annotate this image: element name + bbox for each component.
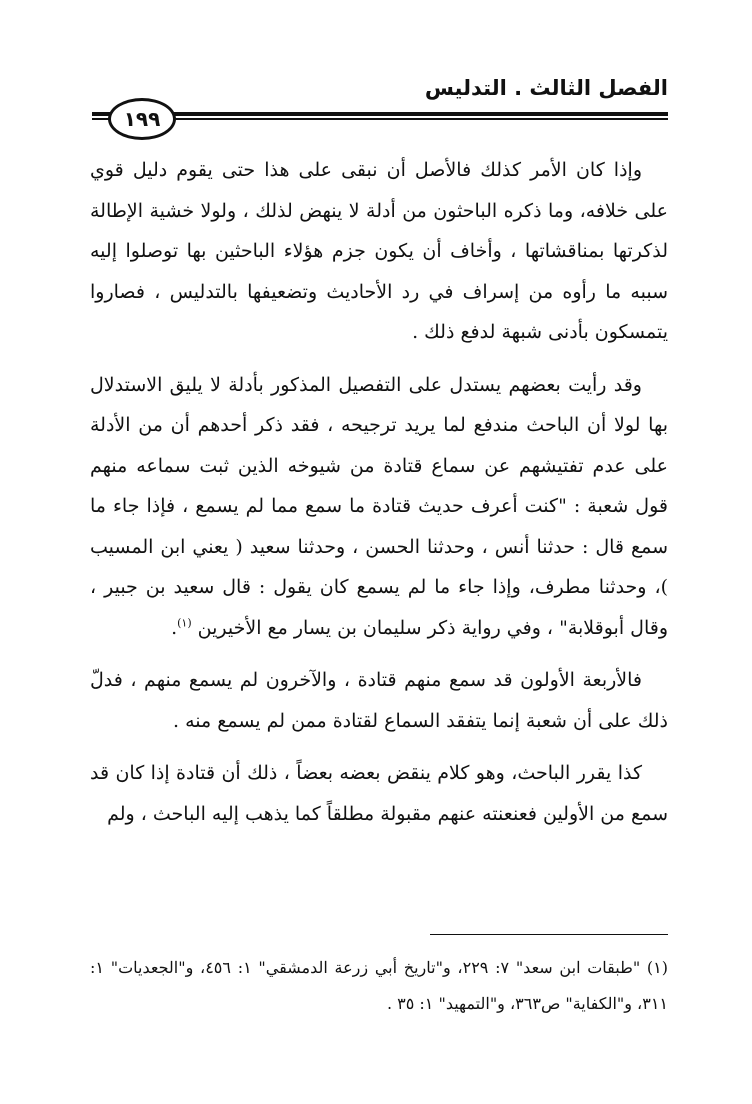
running-title: الفصل الثالث . التدليس	[424, 76, 668, 100]
footnotes	[90, 950, 668, 1022]
paragraph-2-text: وقد رأيت بعضهم يستدل على التفصيل المذكور بأدلة لا يليق الاستدلال بها لولا أن الباحث مندفع لما يريد ترجيحه ، فقد ذكر أحدهم أن من الأدلة على عدم تفتيشهم عن سماع قتادة من شيوخه الذين ثبت سماعه منهم قول شعبة : "كنت أعرف حديث قتادة ما سمع مما لم يسمع ، فإذا جاء ما سمع قال : حدثنا أنس ، وحدثنا الحسن ، وحدثنا سعيد ( يعني ابن المسيب )، وحدثنا مطرف، وإذا جاء ما لم يسمع كان يقول : قال سعيد بن جبير ، وقال أبوقلابة" ، وفي رواية ذكر سليمان بن يسار مع الأخيرين	[90, 373, 668, 639]
paragraph-1: وإذا كان الأمر كذلك فالأصل أن نبقى على هذا حتى يقوم دليل قوي على خلافه، وما ذكره الباحثون من أدلة لا ينهض لذلك ، ولولا خشية الإطالة لذكرتها بمناقشاتها ، وأخاف أن يكون جزم هؤلاء الباحثين بها توصلوا إليه سببه ما رأوه من إسراف في رد الأحاديث وتضعيفها بالتدليس ، فصاروا يتمسكون بأدنى شبهة لدفع ذلك .	[90, 159, 668, 343]
paragraph-2	[90, 365, 668, 649]
paragraph-3: فالأربعة الأولون قد سمع منهم قتادة ، والآخرون لم يسمع منهم ، فدلّ ذلك على أن شعبة إنما يتفقد السماع لقتادة ممن لم يسمع منه .	[90, 669, 668, 732]
paragraph-2-end: .	[171, 616, 178, 639]
footnote-separator	[430, 934, 668, 935]
header-rule	[92, 98, 668, 142]
paragraph-4: كذا يقرر الباحث، وهو كلام ينقض بعضه بعضاً ، ذلك أن قتادة إذا كان قد سمع من الأولين فعنعنته عنهم مقبولة مطلقاً كما يذهب إليه الباحث ، ولم	[90, 762, 668, 825]
footnote-marker: (١)	[177, 616, 192, 630]
footnote-1: (١) "طبقات ابن سعد" ٧: ٢٢٩، و"تاريخ أبي زرعة الدمشقي" ١: ٤٥٦، و"الجعديات" ١: ٣١١، و"الكفاية" ص٣٦٣، و"التمهيد" ١: ٣٥ .	[90, 958, 668, 1013]
page-number: ١٩٩	[108, 98, 176, 140]
header-double-rule	[160, 112, 668, 120]
body-text	[90, 150, 668, 846]
